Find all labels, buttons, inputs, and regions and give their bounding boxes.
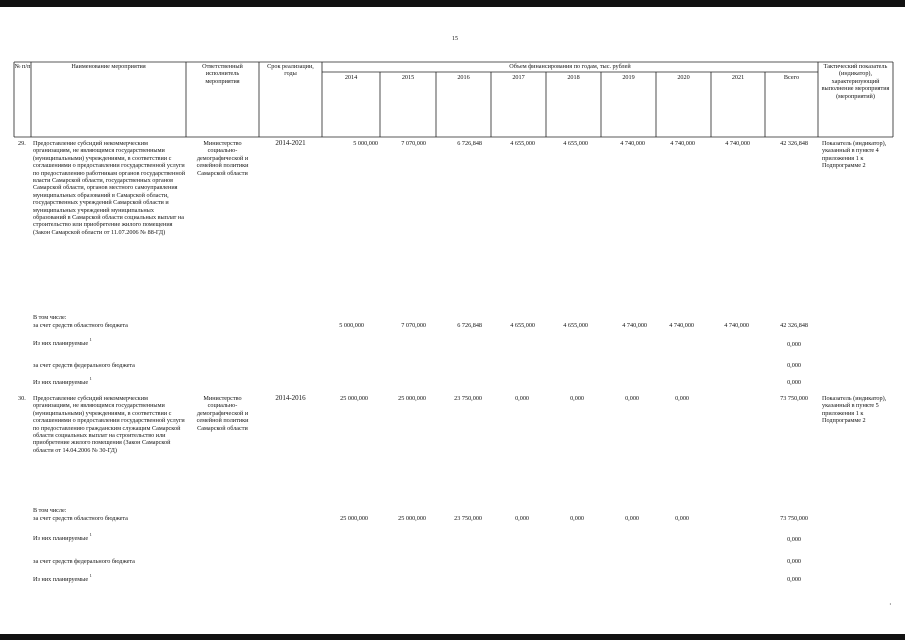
entry-29-planned-total: 0,000 [787, 341, 801, 348]
header-year-2017: 2017 [512, 74, 525, 81]
header-indicator: Тактический показатель (индикатор), характеризующий выполнение мероприятия (мероприятий) [821, 63, 890, 100]
entry-30-total: 73 750,000 [780, 395, 808, 402]
entry-29-value-2021: 4 740,000 [725, 140, 750, 147]
entry-29-planned2-label: Из них планируемые $^1$ [33, 376, 92, 386]
entry-30-regional-2016: 23 750,000 [454, 515, 482, 522]
header-term: Срок реализации, годы [267, 63, 314, 78]
entry-29-regional-label: за счет средств областного бюджета [33, 322, 128, 329]
entry-30-indicator: Показатель (индикатор), указанный в пункте 5 приложения 1 к Подпрограмме 2 [822, 395, 887, 425]
entry-29-regional-2018: 4 655,000 [563, 322, 588, 329]
entry-30-federal-label: за счет средств федерального бюджета [33, 558, 135, 565]
entry-30-planned-total: 0,000 [787, 536, 801, 543]
entry-30-regional-2019: 0,000 [625, 515, 639, 522]
entry-29-value-2019: 4 740,000 [620, 140, 645, 147]
entry-30-executor: Министерство социально-демографической и семейной политики Самарской области [196, 395, 249, 432]
entry-30-regional-2017: 0,000 [515, 515, 529, 522]
entry-30-regional-2018: 0,000 [570, 515, 584, 522]
entry-29-regional-2021: 4 740,000 [724, 322, 749, 329]
header-executor: Ответственный исполнитель мероприятия [202, 63, 243, 85]
bottom-border-bar [0, 634, 905, 640]
header-funding: Объем финансирования по годам, тыс. рублей [509, 63, 631, 70]
entry-29-federal-total: 0,000 [787, 362, 801, 369]
scan-speck: · [889, 600, 892, 609]
entry-29-regional-total: 42 326,848 [780, 322, 808, 329]
header-year-2020: 2020 [677, 74, 690, 81]
header-name: Наименование мероприятия [71, 63, 146, 70]
entry-29-regional-2016: 6 726,848 [457, 322, 482, 329]
entry-30-planned-label: Из них планируемые $^1$ [33, 532, 92, 542]
entry-30-regional-2020: 0,000 [675, 515, 689, 522]
entry-29-value-2014: 5 000,000 [353, 140, 378, 147]
entry-29-value-2018: 4 655,000 [563, 140, 588, 147]
entry-29-in-total-label: В том числе: [33, 314, 67, 321]
entry-29-value-2020: 4 740,000 [670, 140, 695, 147]
footnote-marker: 1 [89, 532, 92, 537]
entry-29-executor: Министерство социально-демографической и семейной политики Самарской области [196, 140, 249, 177]
entry-29-value-2016: 6 726,848 [457, 140, 482, 147]
header-year-2019: 2019 [622, 74, 635, 81]
entry-29-planned2-total: 0,000 [787, 379, 801, 386]
footnote-marker: 1 [89, 337, 92, 342]
entry-30-value-2016: 23 750,000 [454, 395, 482, 402]
header-year-2015: 2015 [401, 74, 415, 81]
header-year-2021: 2021 [731, 74, 745, 81]
entry-30-regional-2015: 25 000,000 [398, 515, 426, 522]
entry-30-value-2019: 0,000 [625, 395, 639, 402]
header-year-2018: 2018 [567, 74, 580, 81]
entry-30-value-2017: 0,000 [515, 395, 529, 402]
entry-30-name: Предоставление субсидий некоммерческим организациям, не являющимся государственными (муниципальными) учреждениями, в соответствии с соглашениями о предоставлении государственной услуги по предоставлению гражданским служащим Самарской области социальных выплат на строительство или приобретение жилого помещения (Закон Самарской области от 14.04.2006 № 30-ГД) [33, 395, 185, 454]
entry-29-regional-2014: 5 000,000 [339, 322, 364, 329]
entry-29-term: 2014-2021 [275, 139, 306, 147]
entry-30-in-total-label: В том числе: [33, 507, 67, 514]
footnote-marker: 1 [89, 376, 92, 381]
entry-30-value-2014: 25 000,000 [340, 395, 368, 402]
entry-29-num: 29. [18, 140, 26, 147]
entry-29-regional-2020: 4 740,000 [669, 322, 694, 329]
entry-29-indicator: Показатель (индикатор), указанный в пункте 4 приложения 1 к Подпрограмме 2 [822, 140, 887, 170]
entry-29-value-2015: 7 070,000 [401, 140, 426, 147]
entry-29-regional-2017: 4 655,000 [510, 322, 535, 329]
entry-30-planned2-total: 0,000 [787, 576, 801, 583]
entry-30-federal-total: 0,000 [787, 558, 801, 565]
entry-30-regional-total: 73 750,000 [780, 515, 808, 522]
header-year-2014: 2014 [344, 74, 358, 81]
entry-29-federal-label: за счет средств федерального бюджета [33, 362, 135, 369]
entry-30-term: 2014-2016 [275, 394, 306, 402]
entry-30-regional-2014: 25 000,000 [340, 515, 368, 522]
entry-29-total: 42 326,848 [780, 140, 808, 147]
entry-29-name: Предоставление субсидий некоммерческим организациям, не являющимся государственными (муниципальными) учреждениями, в соответствии с соглашениями о предоставлении государственной услуги по предоставлению работникам органов государственной власти Самарской области, государственных органов Самарской области, органов местного самоуправления муниципальных образований в Самарской области, государственных учреждений Самарской области и муниципальных учреждений муниципальных образований в Самарской области социальных выплат на строительство или приобретение жилого помещения (Закон Самарской области от 11.07.2006 № 88-ГД) [33, 140, 186, 236]
header-total: Всего [783, 74, 800, 81]
page-number: 15 [452, 36, 458, 42]
entry-29-value-2017: 4 655,000 [510, 140, 535, 147]
entry-30-value-2018: 0,000 [570, 395, 584, 402]
entry-30-num: 30. [18, 395, 26, 402]
footnote-marker: 1 [89, 573, 92, 578]
entry-30-value-2015: 25 000,000 [398, 395, 426, 402]
entry-30-value-2020: 0,000 [675, 395, 689, 402]
entry-29-planned-label: Из них планируемые $^1$ [33, 337, 92, 347]
entry-29-regional-2019: 4 740,000 [622, 322, 647, 329]
entry-29-regional-2015: 7 070,000 [401, 322, 426, 329]
entry-30-planned2-label: Из них планируемые $^1$ [33, 573, 92, 583]
entry-30-regional-label: за счет средств областного бюджета [33, 515, 128, 522]
header-num: № п/п [14, 63, 31, 70]
header-year-2016: 2016 [457, 74, 470, 81]
